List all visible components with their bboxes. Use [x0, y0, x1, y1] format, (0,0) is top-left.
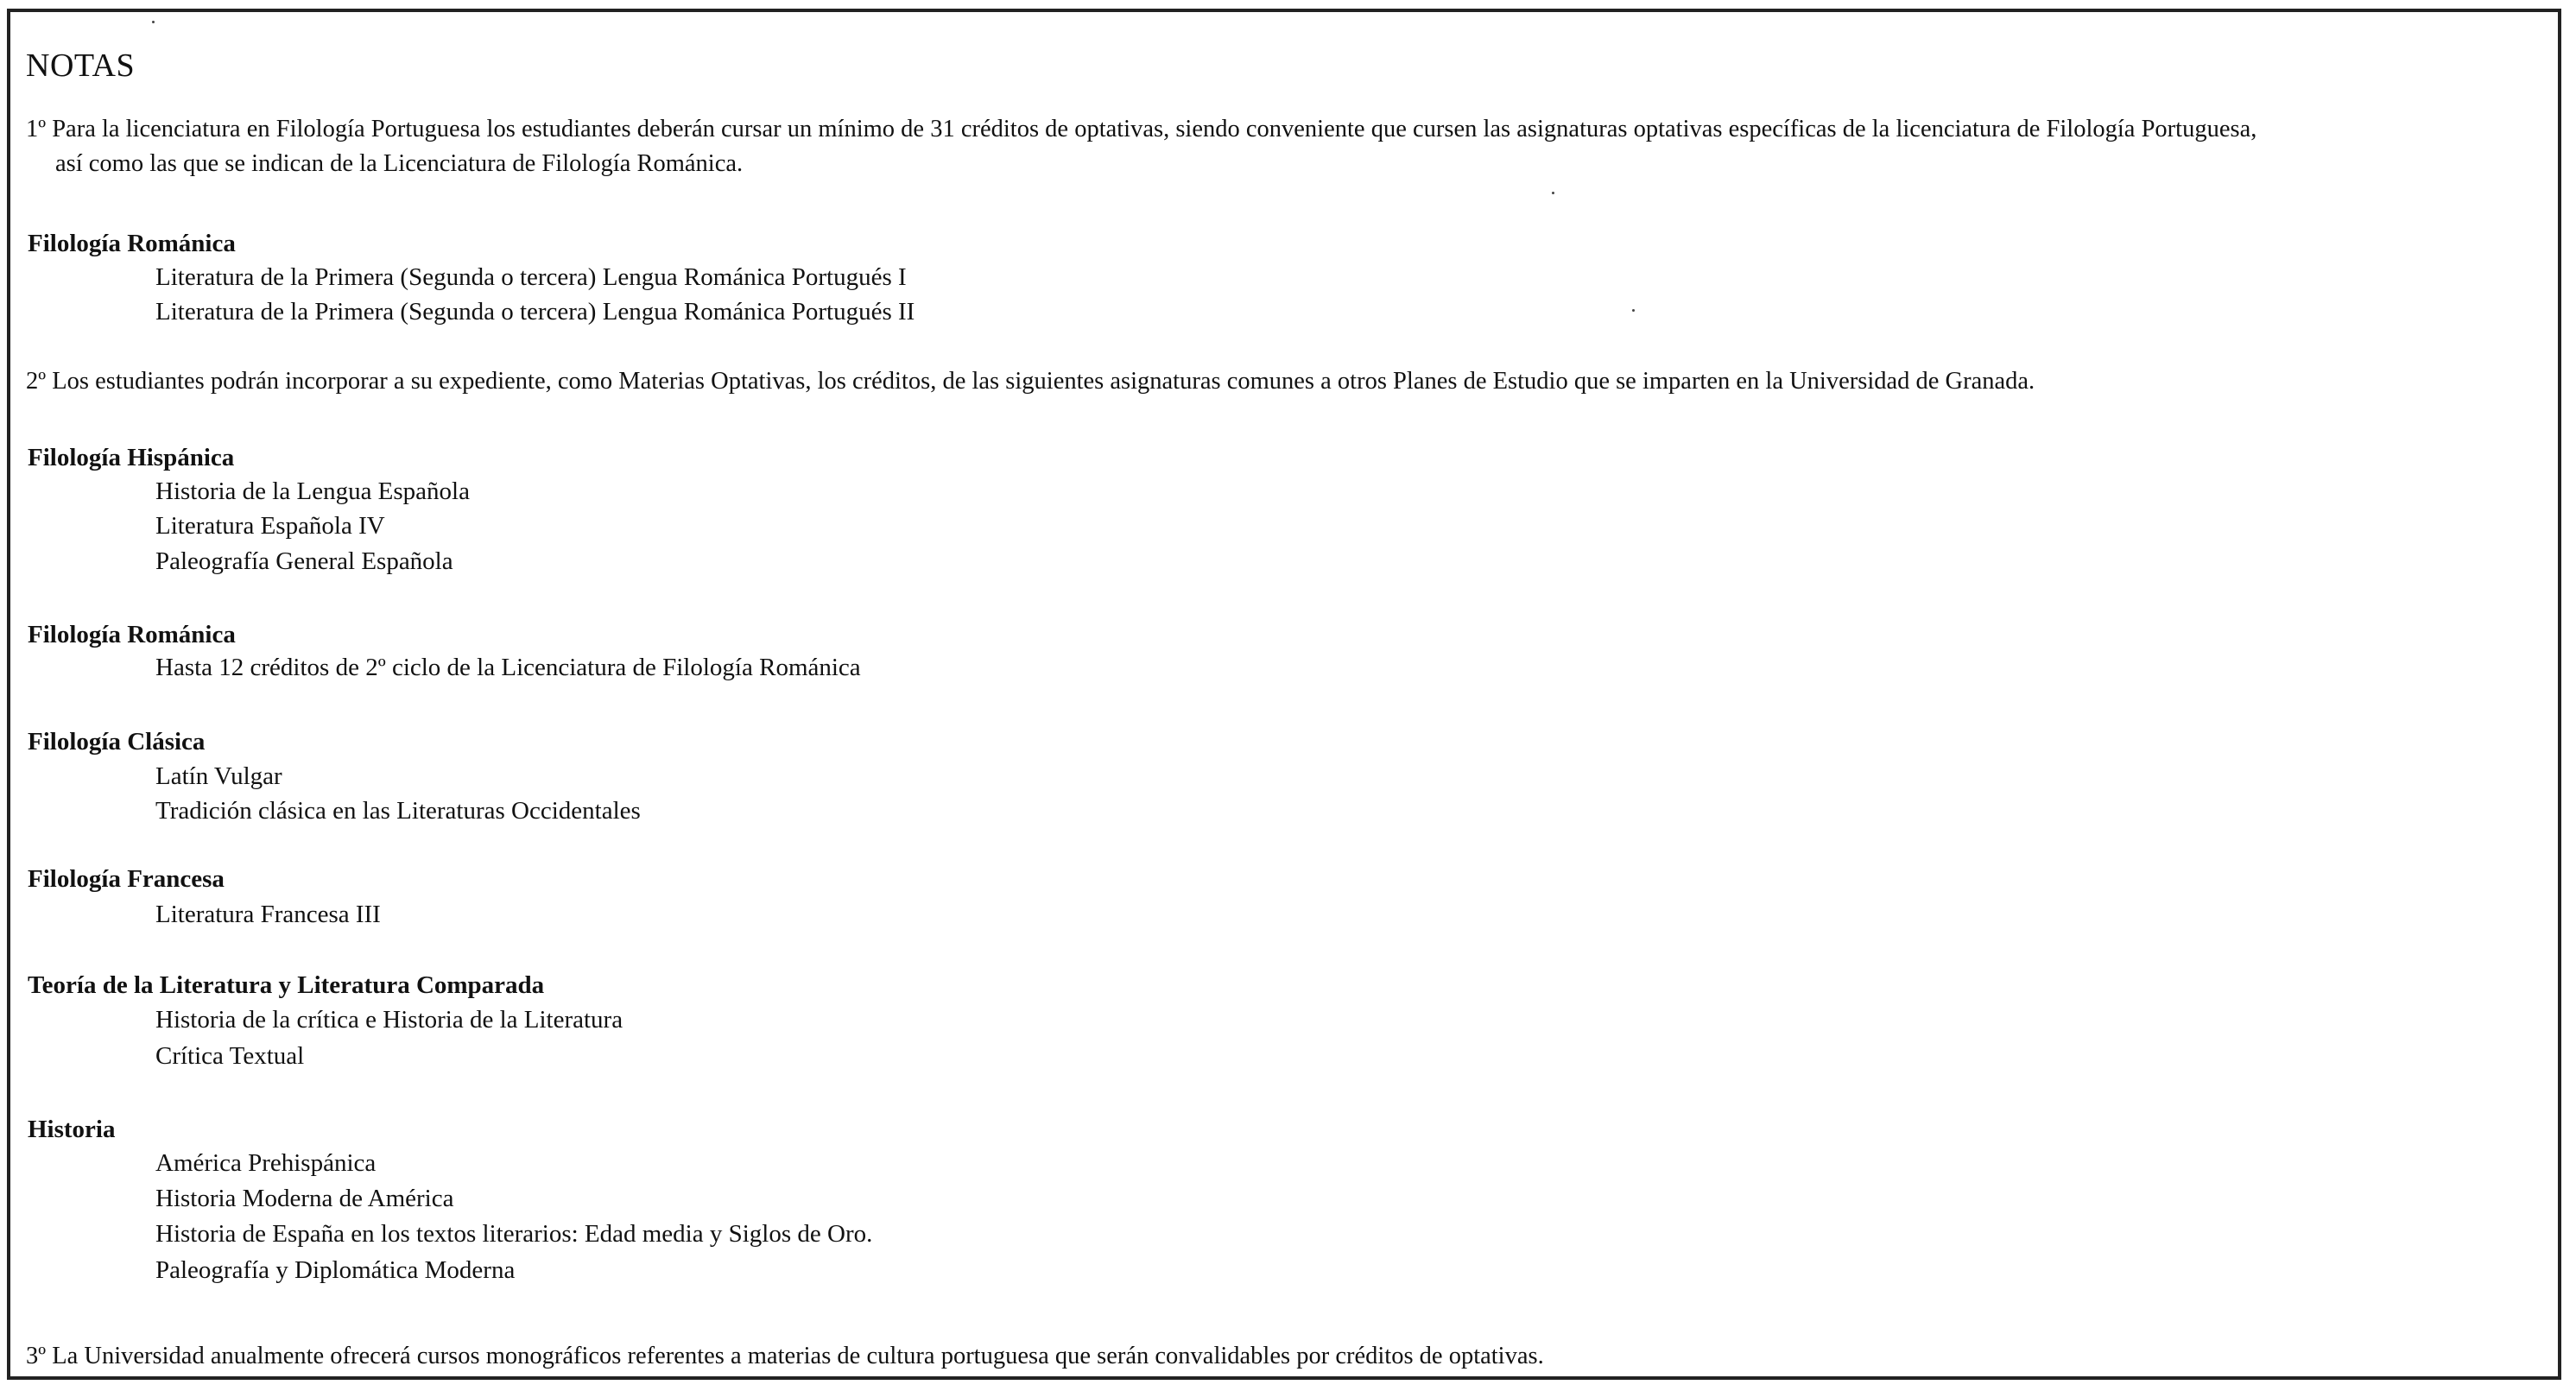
note-3-text: 3º La Universidad anualmente ofrecerá cursos monográficos referentes a materias de cultura portuguesa que serán convalidables por créditos de optativas.: [26, 1343, 1544, 1369]
scan-speck: [152, 21, 155, 23]
section-heading-francesa: Filología Francesa: [28, 865, 225, 893]
section-heading-romanica-2: Filología Románica: [28, 621, 236, 648]
list-item: Literatura de la Primera (Segunda o tercera) Lengua Románica Portugués I: [155, 263, 907, 291]
list-item: Literatura de la Primera (Segunda o tercera) Lengua Románica Portugués II: [155, 298, 915, 326]
section-heading-teoria: Teoría de la Literatura y Literatura Comparada: [28, 971, 545, 999]
note-2-text: 2º Los estudiantes podrán incorporar a su expediente, como Materias Optativas, los créditos, de las siguientes asignaturas comunes a otros Planes de Estudio que se imparten en la Universidad de Granada.: [26, 368, 2035, 395]
section-heading-clasica: Filología Clásica: [28, 728, 206, 756]
list-item: Crítica Textual: [155, 1042, 305, 1070]
note-1-line-2: así como las que se indican de la Licenciatura de Filología Románica.: [55, 150, 744, 177]
note-2: [26, 364, 2530, 399]
list-item: América Prehispánica: [155, 1149, 377, 1177]
section-heading-hispanica: Filología Hispánica: [28, 444, 235, 471]
list-item: Paleografía General Española: [155, 547, 453, 575]
list-item: Historia de la Lengua Española: [155, 477, 470, 505]
list-item: Historia de España en los textos literarios: Edad media y Siglos de Oro.: [155, 1220, 873, 1248]
page-frame: [7, 9, 2561, 1380]
section-heading-romanica-1: Filología Románica: [28, 230, 236, 257]
note-1: [26, 112, 2530, 181]
list-item: Tradición clásica en las Literaturas Occidentales: [155, 797, 641, 825]
note-1-line-1: 1º Para la licenciatura en Filología Portuguesa los estudiantes deberán cursar un mínimo de 31 créditos de optativas, siendo conveniente que cursen las asignaturas optativas específicas de la licenciatura de Filología Portuguesa,: [26, 116, 2257, 142]
list-item: Historia de la crítica e Historia de la Literatura: [155, 1006, 623, 1034]
page-title: NOTAS: [26, 47, 136, 84]
list-item: Historia Moderna de América: [155, 1185, 454, 1212]
list-item: Hasta 12 créditos de 2º ciclo de la Licenciatura de Filología Románica: [155, 654, 861, 681]
scan-speck: [1632, 309, 1635, 312]
note-3: [26, 1339, 2530, 1374]
list-item: Literatura Francesa III: [155, 901, 381, 928]
scan-speck: [1552, 192, 1554, 194]
list-item: Literatura Española IV: [155, 512, 385, 540]
list-item: Latín Vulgar: [155, 762, 282, 790]
list-item: Paleografía y Diplomática Moderna: [155, 1256, 516, 1284]
section-heading-historia: Historia: [28, 1116, 116, 1143]
